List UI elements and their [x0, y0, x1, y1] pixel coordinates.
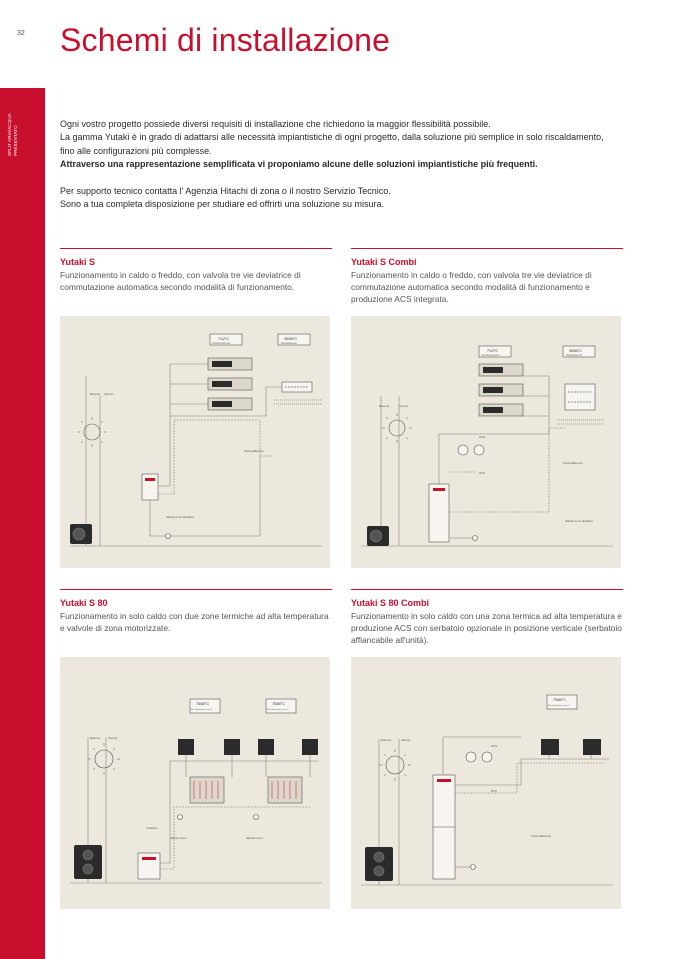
intro-line-3: Attraverso una rappresentazione semplificata vi proponiamo alcune delle soluzioni impiantistiche più frequenti. [60, 159, 538, 170]
intro-text [60, 118, 620, 211]
temp-badge-1-caption: Condizionamento [481, 354, 500, 357]
inside-label: Interno [399, 404, 409, 408]
section-yutaki-s-80 [60, 589, 332, 634]
diagram-yutaki-s-80-combi [351, 657, 621, 909]
valve-icon [473, 536, 478, 541]
fan-coil-unit [479, 404, 523, 416]
fan-coil-unit [479, 384, 523, 396]
temp-badge-2-caption: Riscaldamento [281, 342, 297, 345]
acs-tap-icon [466, 752, 492, 762]
temp-badge-1-caption: Riscaldamento zona 1 [191, 709, 213, 711]
fan-coil-unit [479, 364, 523, 376]
outdoor-unit-icon [74, 845, 102, 879]
valve-label: Valvola tre vie deviatrice [166, 516, 194, 519]
afs-label: AFS [491, 789, 497, 793]
floor-heating-grid [190, 777, 302, 803]
acs-tap-icon [458, 445, 484, 455]
outside-label: Esterno [379, 404, 390, 408]
fan-coil-unit [208, 378, 252, 390]
temp-badge-1-value: 7/12°C [487, 349, 499, 353]
floor-heating-manifold [557, 384, 605, 424]
sidebar-band [0, 88, 45, 959]
section-description: Funzionamento in caldo o freddo, con valvola tre vie deviatrice di commutazione automatica secondo modalità di funzionamento. [60, 270, 301, 292]
temp-badge-2-value: 75/80°C [272, 702, 286, 706]
fan-coil-unit [208, 358, 252, 370]
pipe-line [150, 456, 260, 536]
pipe-line [455, 755, 609, 785]
outdoor-unit-icon [365, 847, 393, 881]
pipe-line [449, 428, 565, 512]
temp-badge-1-value: 75/80°C [196, 702, 210, 706]
outside-label: Esterno [90, 392, 101, 396]
temp-badge-2-value: 35/55°C [284, 337, 298, 341]
floor-heating-manifold [274, 382, 322, 404]
indoor-unit-icon [142, 474, 158, 500]
valve-icon [471, 865, 476, 870]
sidebar-label: SPLIT ARIA/ACQUA PRESENTATO [7, 113, 18, 156]
inside-label: Interno [104, 392, 114, 396]
intro-line-5: Sono a tua completa disposizione per studiare ed offrirti una soluzione su misura. [60, 199, 385, 210]
radiator-icon [178, 739, 318, 755]
section-description: Funzionamento in caldo o freddo, con valvola tre vie deviatrice di commutazione automatica secondo modalità di funzionamento e produzione ACS integrata. [351, 270, 592, 304]
section-rule [60, 248, 332, 249]
tank-label: Tanica differenza [563, 462, 583, 465]
diagram-yutaki-s-80 [60, 657, 330, 909]
indoor-unit-icon [138, 853, 160, 879]
intro-line-2: La gamma Yutaki è in grado di adattarsi alle necessità impiantistiche di ogni progetto, dalla soluzione più semplice in solo riscaldamento, fino alle configurazioni più complesse. [60, 132, 604, 156]
valve-icon [178, 815, 259, 820]
outside-label: Esterno [90, 736, 101, 740]
section-yutaki-s-combi [351, 248, 623, 305]
afs-label: AFS [479, 471, 485, 475]
intro-line-4: Per supporto tecnico contatta l' Agenzia Hitachi di zona o il nostro Servizio Tecnico. [60, 185, 391, 196]
fan-coil-unit [208, 398, 252, 410]
section-title: Yutaki S [60, 257, 96, 267]
sun-icon [88, 743, 120, 775]
section-rule [60, 589, 332, 590]
pipe-line [158, 420, 274, 494]
radiator-icon [541, 739, 601, 755]
pipe-line [160, 755, 318, 863]
section-yutaki-s [60, 248, 332, 293]
page-number: 32 [17, 30, 25, 37]
section-description: Funzionamento in solo caldo con due zone termiche ad alta temperatura e valvole di zona motorizzate. [60, 611, 329, 633]
section-yutaki-s-80-combi [351, 589, 623, 646]
manifold-label: Collettore [146, 826, 158, 830]
section-title: Yutaki S Combi [351, 257, 417, 267]
tank-label: Tanica differenza [244, 450, 264, 453]
acs-label: ACS [491, 744, 498, 748]
outdoor-unit-icon [367, 526, 389, 546]
temp-badge-1-value: 7/12°C [218, 337, 230, 341]
temp-badge-1-caption: Condizionamento [212, 342, 231, 345]
intro-line-1: Ogni vostro progetto possiede diversi requisiti di installazione che richiedono la maggior flessibilità possibile. [60, 119, 491, 129]
diagram-yutaki-s-combi [351, 316, 621, 568]
section-rule [351, 248, 623, 249]
outdoor-unit-icon [70, 524, 92, 544]
inside-label: Interno [401, 738, 411, 742]
valve-label: Valvola tre vie deviatrice [565, 520, 593, 523]
indoor-unit-combi-icon [433, 775, 455, 879]
zone-valve-2-label: Valvola zona 2 [246, 837, 263, 840]
sun-icon [379, 749, 411, 781]
indoor-unit-combi-icon [429, 484, 449, 542]
outside-label: Esterno [381, 738, 392, 742]
section-description: Funzionamento in solo caldo con una zona termica ad alta temperatura e produzione ACS con serbatoio opzionale in posizione verticale (serbatoio affiancabile all'unità). [351, 611, 622, 645]
tank-label: Tanica differenza [531, 835, 551, 838]
temp-badge-1-caption: Riscaldamento zona 1 [548, 705, 570, 707]
temp-badge-2-caption: Riscaldamento [566, 354, 582, 357]
section-title: Yutaki S 80 Combi [351, 598, 430, 608]
valve-icon [166, 534, 171, 539]
acs-label: ACS [479, 435, 486, 439]
sun-icon [382, 413, 412, 443]
section-title: Yutaki S 80 [60, 598, 108, 608]
temp-badge-2-value: 35/55°C [569, 349, 583, 353]
temp-badge-2-caption: Riscaldamento zona 2 [267, 709, 289, 711]
diagram-yutaki-s [60, 316, 330, 568]
sun-icon [77, 417, 107, 447]
section-rule [351, 589, 623, 590]
temp-badge-1-value: 75/80°C [553, 698, 567, 702]
inside-label: Interno [108, 736, 118, 740]
pipe-line [455, 763, 605, 793]
page-title: Schemi di installazione [60, 22, 391, 58]
zone-valve-1-label: Valvola zona 1 [170, 837, 187, 840]
